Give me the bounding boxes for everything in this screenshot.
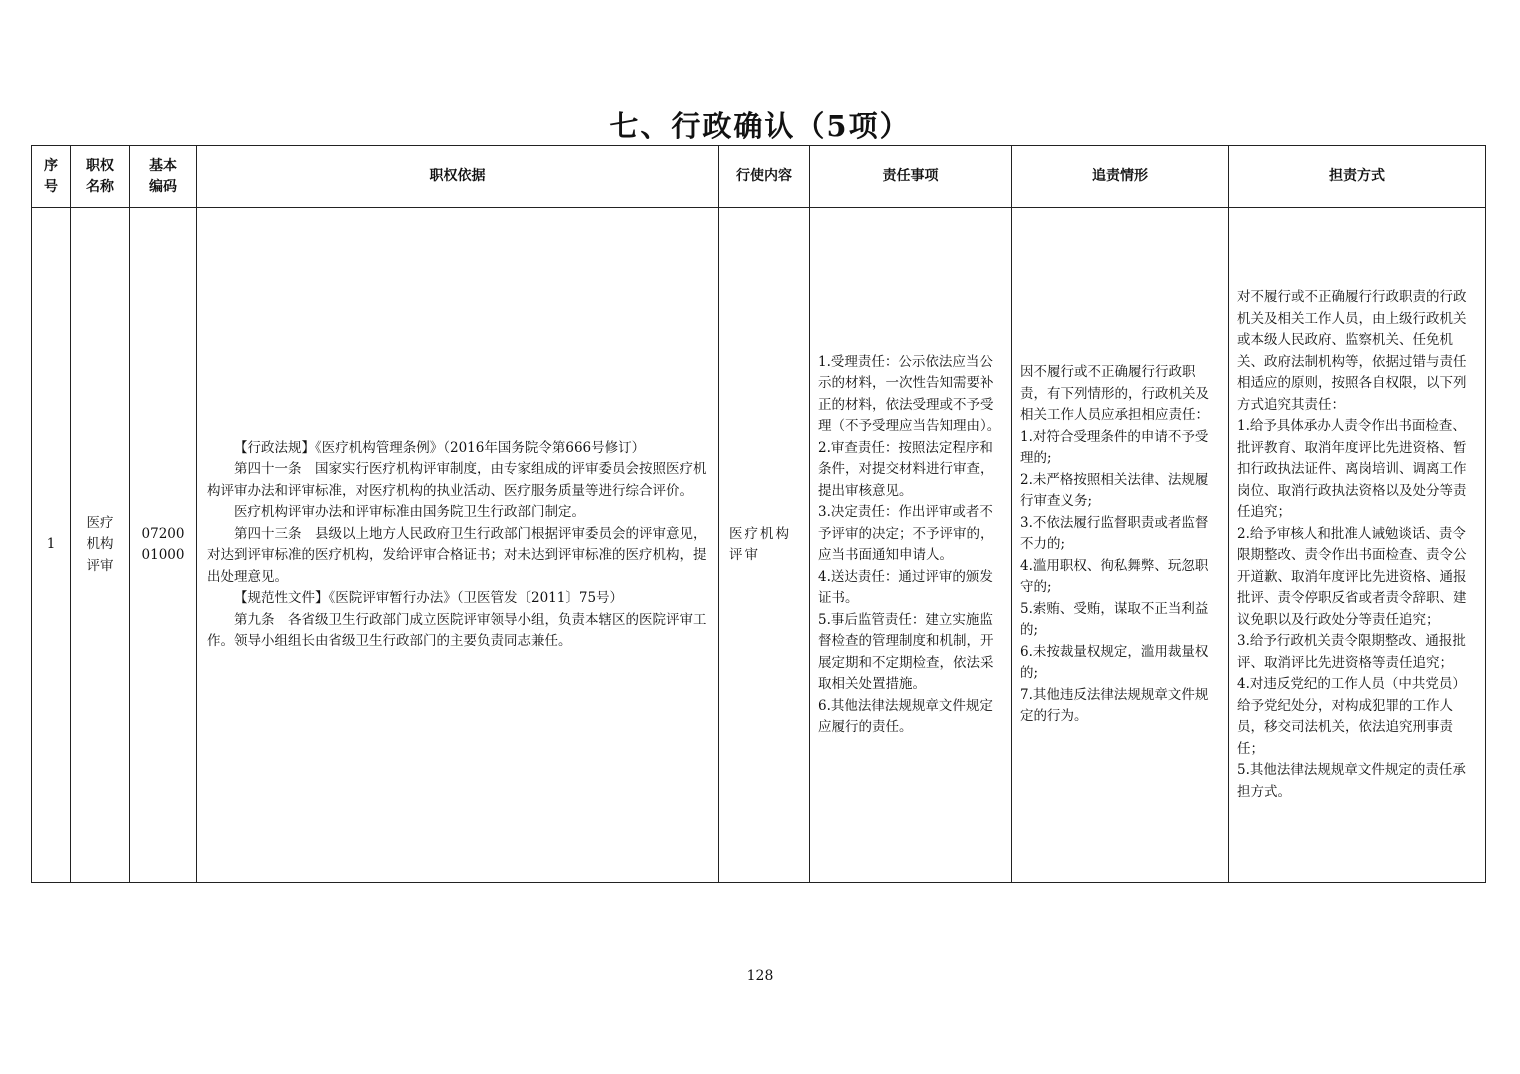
cell-responsibility: 1.受理责任：公示依法应当公示的材料，一次性告知需要补正的材料，依法受理或不予受理（不予受理应当告知理由）。 2.审查责任：按照法定程序和条件，对提交材料进行审查，提出审核意见。 3.决定责任：作出评审或者不予评审的决定；不予评审的，应当书面通知申请人。 4.送达责任：通过评审的颁发证书。 5.事后监管责任：建立实施监督检查的管理制度和机制，开展定期和不定期检查，依法采取相关处置措施。 6.其他法律法规规章文件规定应履行的责任。 — [810, 208, 1012, 883]
basis-paragraph: 【规范性文件】《医院评审暂行办法》（卫医管发〔2011〕75号） — [234, 590, 624, 606]
basis-paragraph: 【行政法规】《医疗机构管理条例》（2016年国务院令第666号修订） — [234, 439, 646, 456]
cell-code: 07200 01000 — [130, 208, 197, 883]
table-header-row — [32, 146, 1486, 208]
header-code: 基本 编码 — [130, 146, 197, 208]
cell-seq: 1 — [32, 208, 71, 883]
cell-content: 医疗机构评审 — [719, 208, 810, 883]
header-seq: 序 号 — [32, 146, 71, 208]
cell-name: 医疗 机构 评审 — [71, 208, 130, 883]
header-liability: 担责方式 — [1229, 146, 1486, 208]
powers-table — [31, 145, 1486, 883]
cell-basis — [197, 208, 719, 883]
header-content: 行使内容 — [719, 146, 810, 208]
page-number: 128 — [746, 968, 774, 984]
header-responsibility: 责任事项 — [810, 146, 1012, 208]
basis-paragraph: 医疗机构评审办法和评审标准由国务院卫生行政部门制定。 — [234, 504, 585, 520]
header-name: 职权 名称 — [71, 146, 130, 208]
basis-paragraph: 第四十三条 县级以上地方人民政府卫生行政部门根据评审委员会的评审意见，对达到评审标准的医疗机构，发给评审合格证书；对未达到评审标准的医疗机构，提出处理意见。 — [207, 525, 707, 585]
basis-paragraph: 第九条 各省级卫生行政部门成立医院评审领导小组，负责本辖区的医院评审工作。领导小组组长由省级卫生行政部门的主要负责同志兼任。 — [207, 611, 707, 649]
basis-paragraph: 第四十一条 国家实行医疗机构评审制度，由专家组成的评审委员会按照医疗机构评审办法和评审标准，对医疗机构的执业活动、医疗服务质量等进行综合评价。 — [207, 461, 707, 499]
cell-liability: 对不履行或不正确履行行政职责的行政机关及相关工作人员，由上级行政机关或本级人民政府、监察机关、任免机关、政府法制机构等，依据过错与责任相适应的原则，按照各自权限，以下列方式追究其责任： 1.给予具体承办人责令作出书面检查、批评教育、取消年度评比先进资格、暂扣行政执法证件、离岗培训、调离工作岗位、取消行政执法资格以及处分等责任追究； 2.给予审核人和批准人诫勉谈话、责令限期整改、责令作出书面检查、责令公开道歉、取消年度评比先进资格、通报批评、责令停职反省或者责令辞职、建议免职以及行政处分等责任追究； 3.给予行政机关责令限期整改、通报批评、取消评比先进资格等责任追究； 4.对违反党纪的工作人员（中共党员）给予党纪处分，对构成犯罪的工作人员，移交司法机关，依法追究刑事责任； 5.其他法律法规规章文件规定的责任承担方式。 — [1229, 208, 1486, 883]
header-basis: 职权依据 — [197, 146, 719, 208]
cell-accountability: 因不履行或不正确履行行政职责，有下列情形的，行政机关及相关工作人员应承担相应责任： 1.对符合受理条件的申请不予受理的; 2.未严格按照相关法律、法规履行审查义务; 3.不依法履行监督职责或者监督不力的; 4.滥用职权、徇私舞弊、玩忽职守的; 5.索贿、受贿，谋取不正当利益的; 6.未按裁量权规定，滥用裁量权的; 7.其他违反法律法规规章文件规定的行为。 — [1012, 208, 1229, 883]
page-title: 七、行政确认（5项） — [609, 109, 911, 143]
table-row — [32, 208, 1486, 883]
header-accountability: 追责情形 — [1012, 146, 1229, 208]
